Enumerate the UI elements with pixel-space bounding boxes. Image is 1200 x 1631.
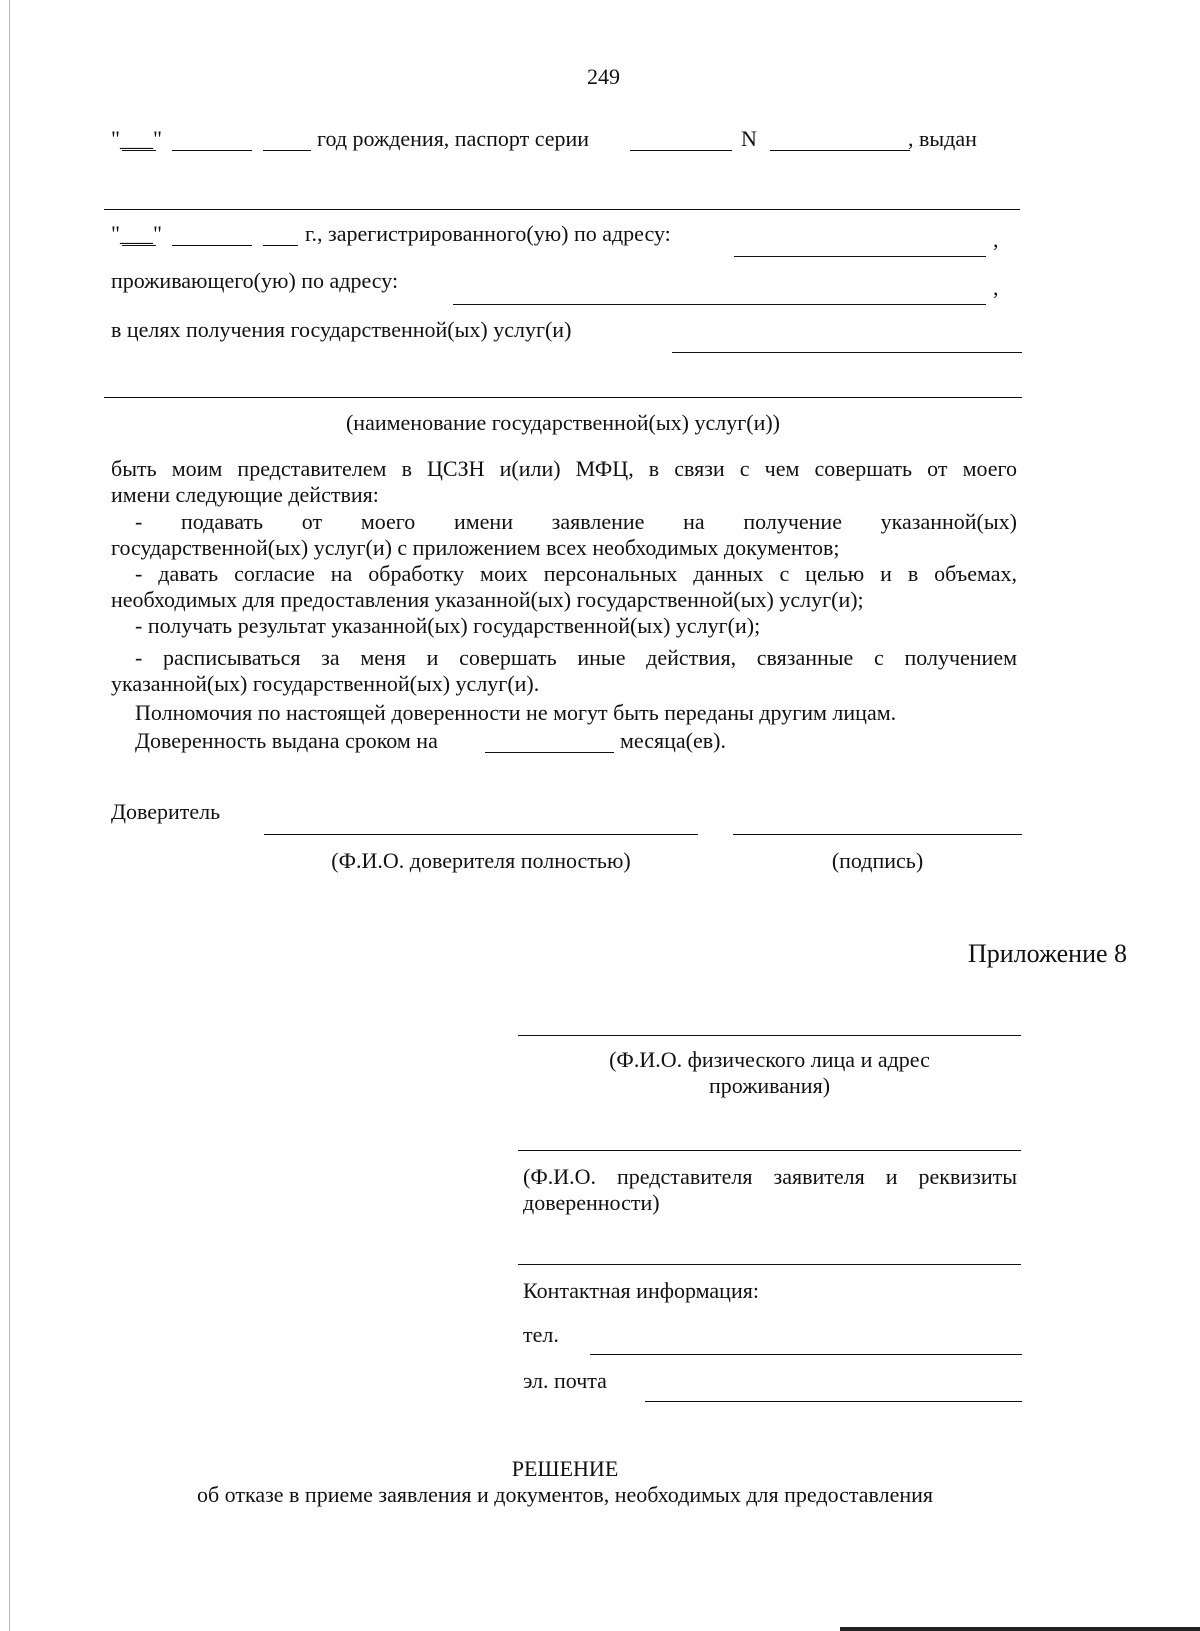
appendix-title: Приложение 8 [968, 939, 1128, 968]
principal-signature-caption: (подпись) [831, 848, 924, 873]
principal-signature-line [733, 834, 1022, 835]
registered-address-line [734, 256, 986, 257]
decision-subtitle: об отказе в приеме заявления и документов, необходимых для предоставления [196, 1482, 934, 1507]
birth-passport-label: год рождения, паспорт серии [317, 126, 590, 151]
email-label: эл. почта [523, 1368, 607, 1393]
representative-caption-line-2: доверенности) [523, 1190, 660, 1215]
contact-label: Контактная информация: [523, 1278, 759, 1303]
representative-line [518, 1150, 1021, 1151]
service-name-line-2 [104, 397, 1022, 398]
page-number: 249 [587, 64, 620, 89]
principal-fio-line [264, 834, 698, 835]
body-line-1: быть моим представителем в ЦСЗН и(или) МФЦ, в связи с чем совершать от моего [111, 456, 1017, 481]
body-line-7: - получать результат указанной(ых) государственной(ых) услуг(и); [135, 613, 761, 638]
date-quote-1: "___" [111, 126, 162, 151]
passport-number-label: N [741, 126, 757, 151]
principal-label: Доверитель [111, 799, 221, 824]
service-name-line-1 [672, 352, 1022, 353]
scan-edge-bottom [840, 1627, 1200, 1631]
principal-fio-caption: (Ф.И.О. доверителя полностью) [331, 848, 631, 873]
residing-label: проживающего(ую) по адресу: [111, 268, 399, 293]
date-year-blank-2 [263, 245, 298, 246]
body-line-6: необходимых для предоставления указанной(ых) государственной(ых) услуг(и); [111, 587, 864, 612]
date-month-blank-1 [172, 150, 252, 151]
date-day-blank-1 [122, 150, 156, 151]
scan-edge-left [9, 0, 10, 1631]
issued-label: , выдан [908, 126, 977, 151]
date-month-blank-2 [172, 245, 252, 246]
residing-address-line [453, 304, 986, 305]
term-months-blank [485, 752, 614, 753]
body-line-5: - давать согласие на обработку моих персональных данных с целью и в объемах, [135, 561, 1017, 586]
term-months-label: месяца(ев). [620, 728, 726, 753]
date-year-blank-1 [263, 150, 311, 151]
contact-line [518, 1264, 1021, 1265]
purpose-label: в целях получения государственной(ых) услуг(и) [111, 317, 572, 342]
body-line-2: имени следующие действия: [111, 482, 379, 507]
issued-by-line [104, 209, 1020, 210]
registered-comma: , [993, 227, 999, 252]
passport-series-blank [630, 150, 732, 151]
service-caption: (наименование государственной(ых) услуг(и)) [345, 410, 781, 435]
email-line [645, 1401, 1022, 1402]
body-line-10: Полномочия по настоящей доверенности не могут быть переданы другим лицам. [135, 700, 897, 725]
passport-number-blank [770, 150, 910, 151]
applicant-caption-line-2: проживания) [708, 1073, 831, 1098]
date-quote-2: "___" [111, 221, 162, 246]
body-line-4: государственной(ых) услуг(и) с приложением всех необходимых документов; [111, 535, 840, 560]
body-line-9: указанной(ых) государственной(ых) услуг(и). [111, 671, 540, 696]
decision-title: РЕШЕНИЕ [511, 1456, 619, 1481]
body-line-3: - подавать от моего имени заявление на получение указанной(ых) [135, 509, 1017, 534]
registered-label: г., зарегистрированного(ую) по адресу: [305, 221, 671, 246]
applicant-fio-line [518, 1035, 1021, 1036]
residing-comma: , [993, 275, 999, 300]
term-label: Доверенность выдана сроком на [135, 728, 438, 753]
phone-label: тел. [523, 1322, 559, 1347]
date-day-blank-2 [122, 245, 156, 246]
representative-caption-line-1: (Ф.И.О. представителя заявителя и реквизиты [523, 1164, 1017, 1189]
body-line-8: - расписываться за меня и совершать иные действия, связанные с получением [135, 645, 1017, 670]
applicant-caption-line-1: (Ф.И.О. физического лица и адрес [609, 1047, 930, 1072]
phone-line [590, 1354, 1022, 1355]
